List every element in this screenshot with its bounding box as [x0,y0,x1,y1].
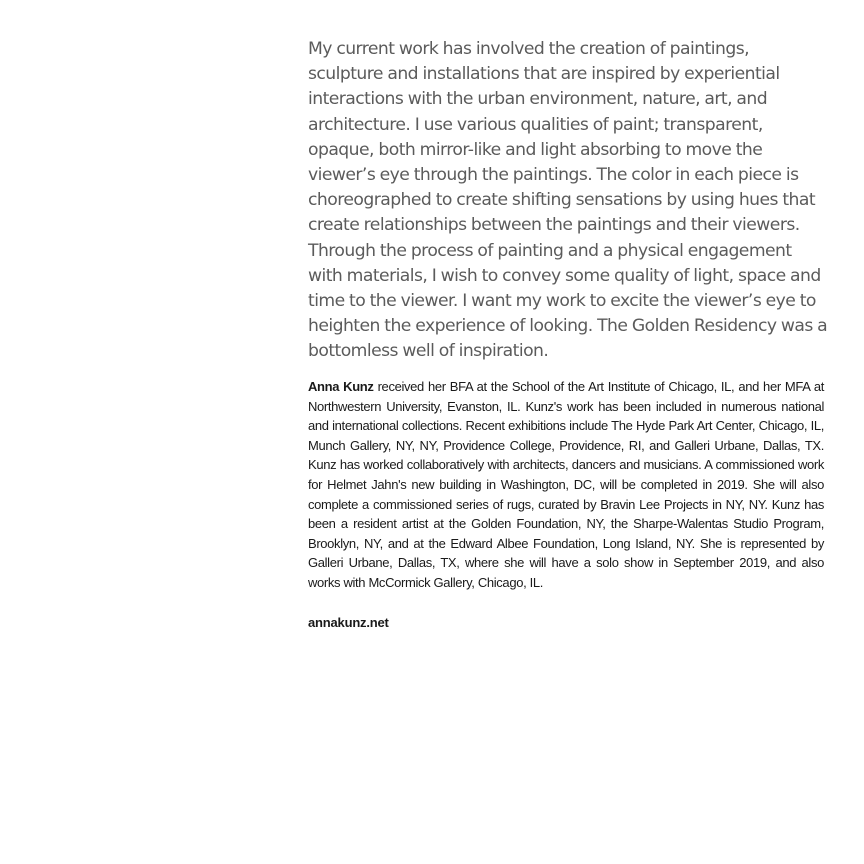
website-link[interactable]: annakunz.net [308,615,389,630]
artist-name: Anna Kunz [308,379,374,394]
artist-bio [308,377,824,593]
artist-statement: My current work has involved the creation of paintings, sculpture and installations that are inspired by experiential interactions with the urban environment, nature, art, and architecture. I use various qualities of paint; transparent, opaque, both mirror-like and light absorbing to move the viewer’s eye through the paintings. The color in each piece is choreographed to create shifting sensations by using hues that create relationships between the paintings and their viewers. Through the process of painting and a physical engagement with materials, I wish to convey some quality of light, space and time to the viewer. I want my work to excite the viewer’s eye to heighten the experience of looking. The Golden Residency was a bottomless well of inspiration. [308,39,828,362]
bio-text: received her BFA at the School of the Art Institute of Chicago, IL, and her MFA at Northwestern University, Evanston, IL. Kunz's work has been included in numerous national and international collections. Recent exhibitions include The Hyde Park Art Center, Chicago, IL, Munch Gallery, NY, NY, Providence College, Providence, RI, and Galleri Urbane, Dallas, TX. Kunz has worked collaboratively with architects, dancers and musicians. A commissioned work for Helmet Jahn's new building in Washington, DC, will be completed in 2019. She will also complete a commissioned series of rugs, curated by Bravin Lee Projects in NY, NY. Kunz has been a resident artist at the Golden Foundation, NY, the Sharpe-Walentas Studio Program, Brooklyn, NY, and at the Edward Albee Foundation, Long Island, NY. She is represented by Galleri Urbane, Dallas, TX, where she will have a solo show in September 2019, and also works with McCormick Gallery, Chicago, IL. [308,379,824,590]
